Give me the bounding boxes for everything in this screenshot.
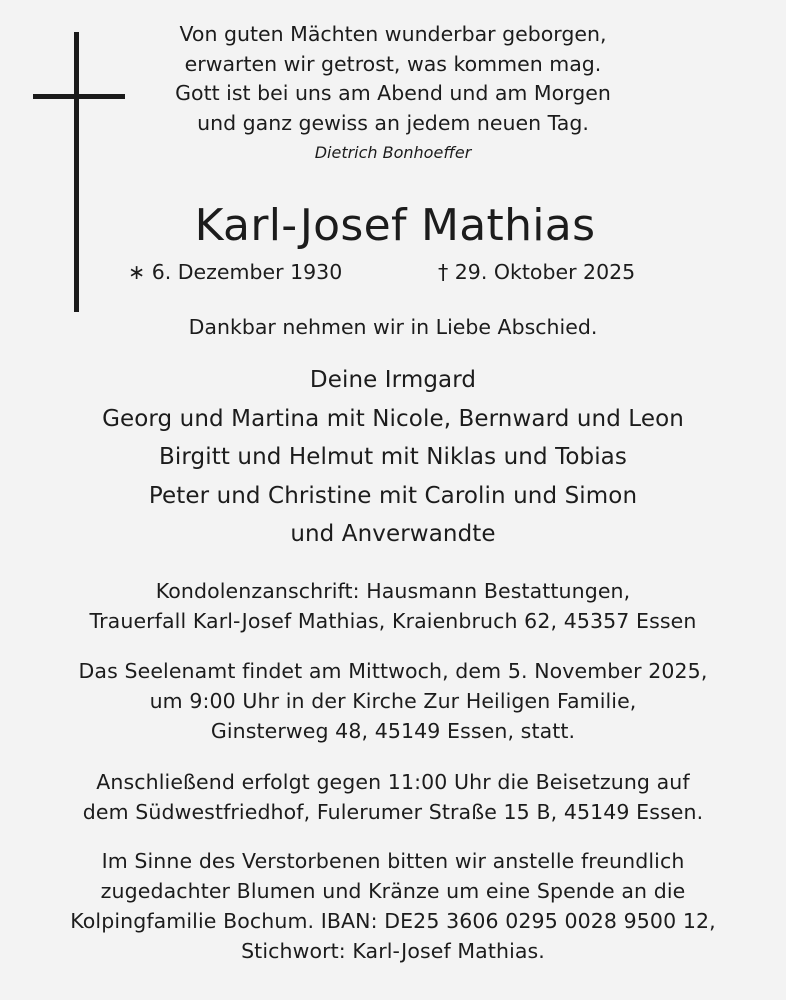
requiem-line: Das Seelenamt findet am Mittwoch, dem 5. November 2025, [78,659,708,683]
requiem-line: um 9:00 Uhr in der Kirche Zur Heiligen Familie, [149,689,637,713]
requiem-line: Ginsterweg 48, 45149 Essen, statt. [210,719,576,743]
requiem-info [0,656,786,746]
donation-line: Kolpingfamilie Bochum. IBAN: DE25 3606 0295 0028 9500 12, [70,909,716,933]
family-line: und Anverwandte [290,521,496,547]
family-line: Peter und Christine mit Carolin und Simon [148,482,638,509]
family-line: Birgitt und Helmut mit Niklas und Tobias [159,444,627,470]
cross-icon-vertical [74,32,79,312]
farewell-text: Dankbar nehmen wir in Liebe Abschied. [188,315,598,339]
death-date: † 29. Oktober 2025 [438,260,636,284]
poem-author-text: Dietrich Bonhoeffer [314,143,472,162]
condolence-line: Kondolenzanschrift: Hausmann Bestattungen, [155,579,631,603]
poem-line: erwarten wir getrost, was kommen mag. [184,51,602,76]
donation-line: Im Sinne des Verstorbenen bitten wir anstelle freundlich [101,849,685,873]
deceased-name: Karl-Josef Mathias [194,200,596,251]
poem-line: Von guten Mächten wunderbar geborgen, [179,22,607,46]
poem-line: Gott ist bei uns am Abend und am Morgen [175,81,611,105]
family-line: Deine Irmgard [309,367,477,393]
poem [148,20,638,138]
poem-author [0,143,786,162]
cross-icon-horizontal [33,94,125,99]
burial-line: dem Südwestfriedhof, Fulerumer Straße 15 B, 45149 Essen. [82,800,704,824]
condolence-address [0,576,786,636]
donation-request [0,846,786,966]
burial-info [0,767,786,827]
birth-date: ∗ 6. Dezember 1930 [128,260,343,284]
condolence-line: Trauerfall Karl-Josef Mathias, Kraienbruch 62, 45357 Essen [89,609,697,633]
family-list [0,361,786,554]
poem-line: und ganz gewiss an jedem neuen Tag. [197,110,589,135]
donation-line: zugedachter Blumen und Kränze um eine Spende an die [100,879,686,903]
burial-line: Anschließend erfolgt gegen 11:00 Uhr die Beisetzung auf [96,770,690,794]
family-line: Georg und Martina mit Nicole, Bernward und Leon [102,405,684,432]
donation-line: Stichwort: Karl-Josef Mathias. [241,939,545,963]
